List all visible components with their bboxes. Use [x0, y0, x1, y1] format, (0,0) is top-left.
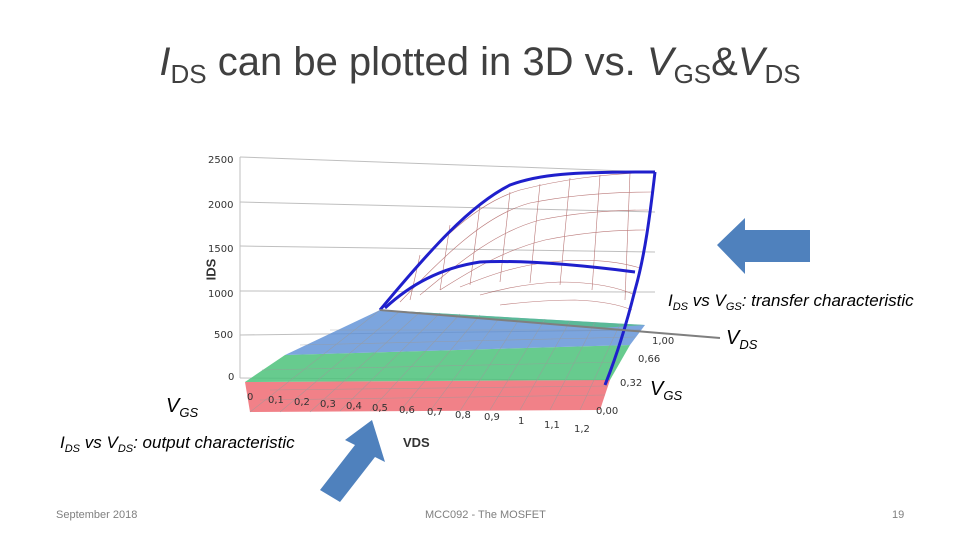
x-tick: 0,8: [455, 410, 471, 421]
slide-number: 19: [892, 509, 905, 521]
z-tick: 1,00: [652, 336, 675, 347]
output-arrow: [320, 420, 385, 502]
y-axis-label: IDS: [203, 258, 219, 281]
x-tick: 0,7: [427, 407, 443, 418]
vds-axis-variable: $V_{DS}$: [726, 327, 758, 352]
x-tick: 0,2: [294, 397, 310, 408]
x-tick: 1: [518, 416, 525, 427]
y-tick-500: 500: [214, 330, 234, 341]
transfer-characteristic-label: $I_{DS}$ vs $V_{GS}$: transfer characteristic: [668, 291, 914, 313]
vgs-axis-variable-left: $V_{GS}$: [166, 395, 199, 420]
transfer-arrow: [717, 218, 810, 274]
y-tick-1000: 1000: [208, 289, 234, 300]
x-axis-label: VDS: [403, 435, 430, 450]
z-tick: 0,32: [620, 378, 643, 389]
footer-date: September 2018: [56, 509, 138, 521]
output-characteristic-label: $I_{DS}$ vs $V_{DS}$: output characteristic: [60, 433, 295, 455]
vgs-axis-variable-right: $V_{GS}$: [650, 378, 683, 403]
slide-title: $I_{DS}$ can be plotted in 3D vs. $V_{GS}\&V_{DS}$: [159, 40, 801, 89]
x-tick: 0,5: [372, 403, 388, 414]
z-tick: 0,66: [638, 354, 661, 365]
x-tick: 0,9: [484, 412, 500, 423]
y-tick-2000: 2000: [208, 200, 234, 211]
y-tick-2500: 2500: [208, 155, 234, 166]
x-tick: 0,4: [346, 401, 362, 412]
x-tick: 1,1: [544, 420, 560, 431]
y-tick-1500: 1500: [208, 244, 234, 255]
z-tick: 0,00: [596, 406, 619, 417]
x-tick: 0: [247, 392, 254, 403]
surface-mesh: [380, 172, 655, 310]
x-tick: 1,2: [574, 424, 590, 435]
x-tick: 0,3: [320, 399, 336, 410]
y-tick-0: 0: [228, 372, 235, 383]
footer-title: MCC092 - The MOSFET: [425, 509, 546, 521]
x-tick: 0,6: [399, 405, 415, 416]
x-tick: 0,1: [268, 395, 284, 406]
